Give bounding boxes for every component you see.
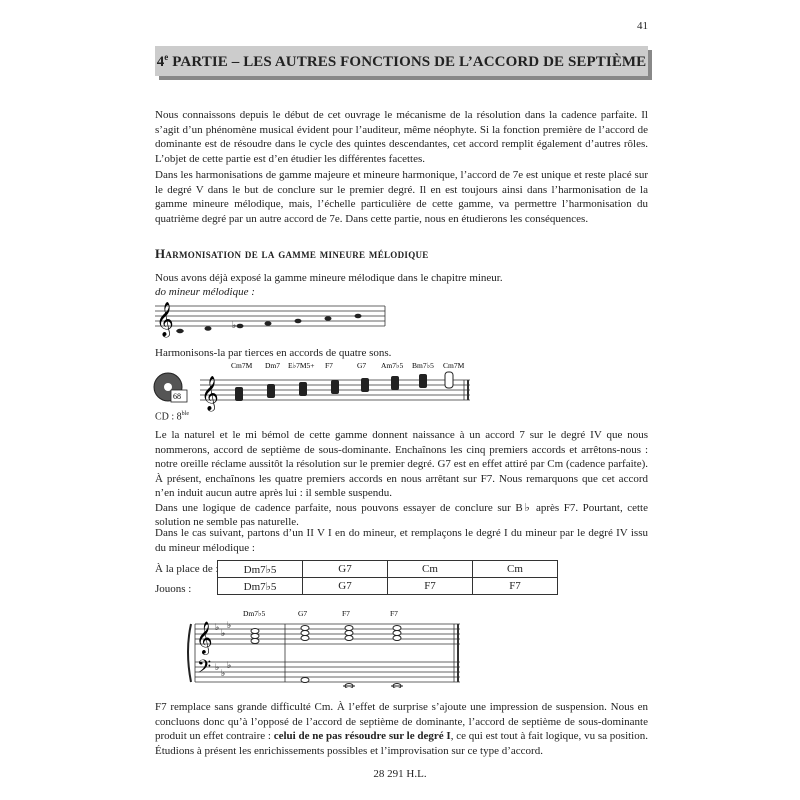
chord-symbol: Cm7M [443,361,465,370]
chapter-title-banner [155,46,648,76]
chord-symbol: F7 [390,609,398,618]
chord-table [217,560,558,595]
chord-symbol: Bm7♭5 [412,361,434,370]
svg-text:♭: ♭ [232,320,237,330]
table-cell: Cm [473,561,558,578]
svg-text:♭: ♭ [227,660,232,670]
table-cell: Cm [388,561,473,578]
section-heading: Harmonisation de la gamme mineure mélodique [155,246,429,261]
chord-symbol: Dm7 [265,361,280,370]
treble-clef-icon: 𝄞 [201,376,219,411]
chord-symbol: Cm7M [231,361,253,370]
svg-text:♭: ♭ [215,662,220,672]
footer-catalog: 28 291 H.L. [373,768,427,780]
chapter-title: 4e PARTIE – LES AUTRES FONCTIONS DE L’ACCORD DE SEPTIÈME [156,51,647,70]
table-cell: G7 [303,578,388,595]
svg-text:♭: ♭ [221,628,226,638]
page-number: 41 [637,20,648,32]
paragraph-subdominant: Le la naturel et le mi bémol de cette gamme donnent naissance à un accord 7 sur le degré IV que nous nommerons, accord de septième de sous-dominante. Enchaînons les cinq premiers accords et arrêtons-nous : notre oreille réclame aussitôt la résolution sur le premier degré. G7 est en effet attiré par Cm (cadence parfaite). À présent, enchaînons les quatre premiers accords en nous arrêtant sur F7. Nous remarquons que cet accord n’en induit aucun autre après lui : il semble suspendu. Dans une logique de cadence parfaite, nous pouvons essayer de conclure sur B♭ après F7. Pourtant, cette solution ne semble pas naturelle. [155,429,648,528]
svg-text:♭: ♭ [221,668,226,678]
table-cell: Dm7♭5 [218,578,303,595]
cd-icon [153,372,189,408]
table-cell: G7 [303,561,388,578]
chords-staff [195,358,475,414]
bass-clef-icon: 𝄢 [197,657,212,682]
chord-symbols-bottom [243,609,398,618]
table-row [218,578,558,595]
harmonize-line: Harmonisons-la par tierces en accords de quatre sons. [155,347,392,359]
chord-symbols-top [231,361,465,370]
row-label-play: Jouons : [155,583,192,595]
chord-symbol: F7 [325,361,333,370]
scale-label: do mineur mélodique : [155,286,255,298]
paragraph-conclusion: F7 remplace sans grande difficulté Cm. À l’effet de surprise s’ajoute une impression de suspension. Nous en concluons donc qu’à l’opposé de l’accord de septième de dominante, l’accord de septième de sous-dominante produit un effet contraire : celui de ne pas résoudre sur le degré I, ce qui est tout à fait logique, vu sa position. Étudions à présent les enrichissements possibles et l’improvisation sur ce type d’accord. [155,701,648,757]
svg-text:♭: ♭ [227,620,232,630]
paragraph-case: Dans le cas suivant, partons d’un II V I en do mineur, et remplaçons le degré I du mineur par le degré IV issu du mineur mélodique : [155,527,648,554]
cd-label: CD : $8^{ble}$ [155,411,190,423]
treble-clef-icon: 𝄞 [156,302,174,337]
row-label-instead: À la place de : [155,563,219,575]
chord-symbol: F7 [342,609,350,618]
svg-text:68: 68 [173,392,181,401]
chord-symbol: G7 [357,361,367,370]
paragraph-intro: Nous connaissons depuis le début de cet ouvrage le mécanisme de la résolution dans la cadence parfaite. Il s’agit d’un phénomène musical évident pour l’auditeur, même néophyte. Si la fonction première de l’accord de dominante est de résoudre dans le cycle des quintes descendantes, cet accord remplit également d’autres rôles. L’objet de cette partie est d’en étudier les différentes facettes. [155,109,648,165]
scale-staff [150,298,390,338]
table-cell: F7 [473,578,558,595]
treble-clef-icon: 𝄞 [196,621,213,654]
intro-line: Nous avons déjà exposé la gamme mineure mélodique dans le chapitre mineur. [155,272,503,284]
table-cell: F7 [388,578,473,595]
chord-symbol: Dm7♭5 [243,609,266,618]
svg-text:♭: ♭ [215,622,220,632]
table-cell: Dm7♭5 [218,561,303,578]
table-row [218,561,558,578]
grand-staff [185,606,465,688]
chord-symbol: Am7♭5 [381,361,404,370]
paragraph-harmonization: Dans les harmonisations de gamme majeure et mineure harmonique, l’accord de 7e est unique et reste placé sur le degré V dans le but de conclure sur le premier degré. Il en est toujours ainsi dans l’harmonisation de la gamme mineure mélodique, mais, l’échelle particulière de cette gamme, va permettre l’harmonisation du quatrième degré par un autre accord de 7e. Dans cette partie, nous en étudierons les conséquences. [155,169,648,225]
chord-symbol: E♭7M5+ [288,361,315,370]
chord-symbol: G7 [298,609,308,618]
